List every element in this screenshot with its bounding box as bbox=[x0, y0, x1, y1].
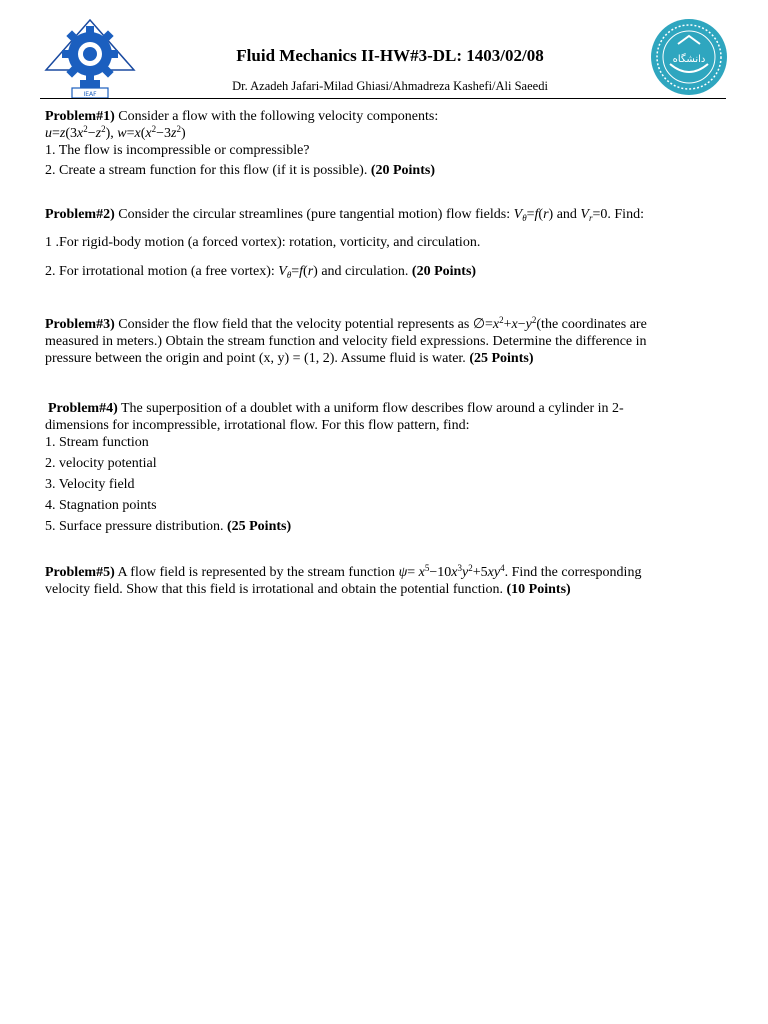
problem-4: Problem#4) The superposition of a doublet with a uniform flow describes flow around a cylinder in 2- dimensions for incompressible, irrotational flow. For this flow pattern, find: 1. Stream function 2. velocity potential 3. Velocity field 4. Stagnation points 5. Surface pressure distribution. (25 Points) bbox=[45, 400, 725, 535]
problem-4-item-2: 2. velocity potential bbox=[45, 456, 157, 471]
problem-5-label: Problem#5) bbox=[45, 565, 115, 580]
problem-2-item-1: 1 .For rigid-body motion (a forced vortex): rotation, vorticity, and circulation. bbox=[45, 235, 481, 250]
problem-4-item-1: 1. Stream function bbox=[45, 435, 149, 450]
problem-4-item-5: 5. Surface pressure distribution. (25 Points) bbox=[45, 519, 292, 534]
problem-2-label: Problem#2) bbox=[45, 207, 115, 222]
university-seal bbox=[650, 18, 728, 96]
problem-4-item-3: 3. Velocity field bbox=[45, 477, 135, 492]
problem-1-equation: $u=z(3x^2-z^2)$, $w=x(x^2-3z^2)$ bbox=[45, 124, 186, 141]
problem-3-line-3: pressure between the origin and point (x, y) = (1, 2). Assume fluid is water. (25 Points) bbox=[45, 351, 534, 366]
svg-text:IEAF: IEAF bbox=[83, 91, 97, 98]
problem-1-intro: Consider a flow with the following velocity components: bbox=[114, 109, 439, 124]
problem-3: Problem#3) Consider the flow field that the velocity potential represents as $\emptyset=x^2+x-y^2(the$ coordinates are measured in meters.) Obtain the stream function and velocity field expressions. Determine the difference in pressure between the origin and point (x, y) = (1, 2). Assume fluid is water. (25 Points) bbox=[45, 316, 725, 367]
problem-2-points: (20 Points) bbox=[411, 264, 477, 279]
problem-5-points: (10 Points) bbox=[506, 582, 571, 597]
authors-line: Dr. Azadeh Jafari-Milad Ghiasi/Ahmadreza Kashefi/Ali Saeedi bbox=[232, 79, 548, 93]
faculty-logo bbox=[42, 14, 138, 100]
page-title: Fluid Mechanics II-HW#3-DL: 1403/02/08 bbox=[236, 46, 544, 65]
problem-1-item-2: 2. Create a stream function for this flow (if it is possible). (20 Points) bbox=[45, 163, 435, 178]
problem-5: Problem#5) A flow field is represented by the stream function $\psi= x^5-10x^3y^2+5xy^4$. Find the corresponding velocity field. Show that this field is irrotational and obtain the potential function. (10 Points) bbox=[45, 564, 725, 598]
problem-5-line-2: velocity field. Show that this field is irrotational and obtain the potential function. (10 Points) bbox=[45, 582, 571, 597]
problem-4-item-4: 4. Stagnation points bbox=[45, 498, 157, 513]
header-divider bbox=[40, 98, 726, 99]
problem-1-label: Problem#1) bbox=[45, 109, 115, 124]
svg-text:دانشگاه: دانشگاه bbox=[672, 54, 706, 65]
problem-2: Problem#2) Consider the circular streamlines (pure tangential motion) flow fields: $V_\theta=f(r)$ and $V_r=0$. Find: 1 .For rigid-body motion (a forced vortex): rotation, vorticity, and circulation. 2. For irrotational motion (a free vortex): $V_\theta=f(r)$ and circulation. (20 Points) bbox=[45, 206, 725, 280]
problem-2-item-2: 2. For irrotational motion (a free vortex): $V_\theta=f(r)$ and circulation. (20 Points) bbox=[45, 264, 477, 280]
problem-3-line-2: measured in meters.) Obtain the stream function and velocity field expressions. Determine the difference in bbox=[45, 334, 647, 349]
problem-4-points: (25 Points) bbox=[226, 519, 292, 534]
problem-3-label: Problem#3) bbox=[45, 317, 115, 332]
problem-1-points: (20 Points) bbox=[370, 163, 435, 178]
problems-body bbox=[45, 108, 725, 598]
problem-3-points: (25 Points) bbox=[469, 351, 534, 366]
problem-1 bbox=[45, 108, 725, 179]
problem-4-line-2: dimensions for incompressible, irrotational flow. For this flow pattern, find: bbox=[45, 418, 470, 433]
problem-1-item-1: 1. The flow is incompressible or compressible? bbox=[45, 143, 310, 158]
problem-4-label: Problem#4) bbox=[48, 401, 118, 416]
